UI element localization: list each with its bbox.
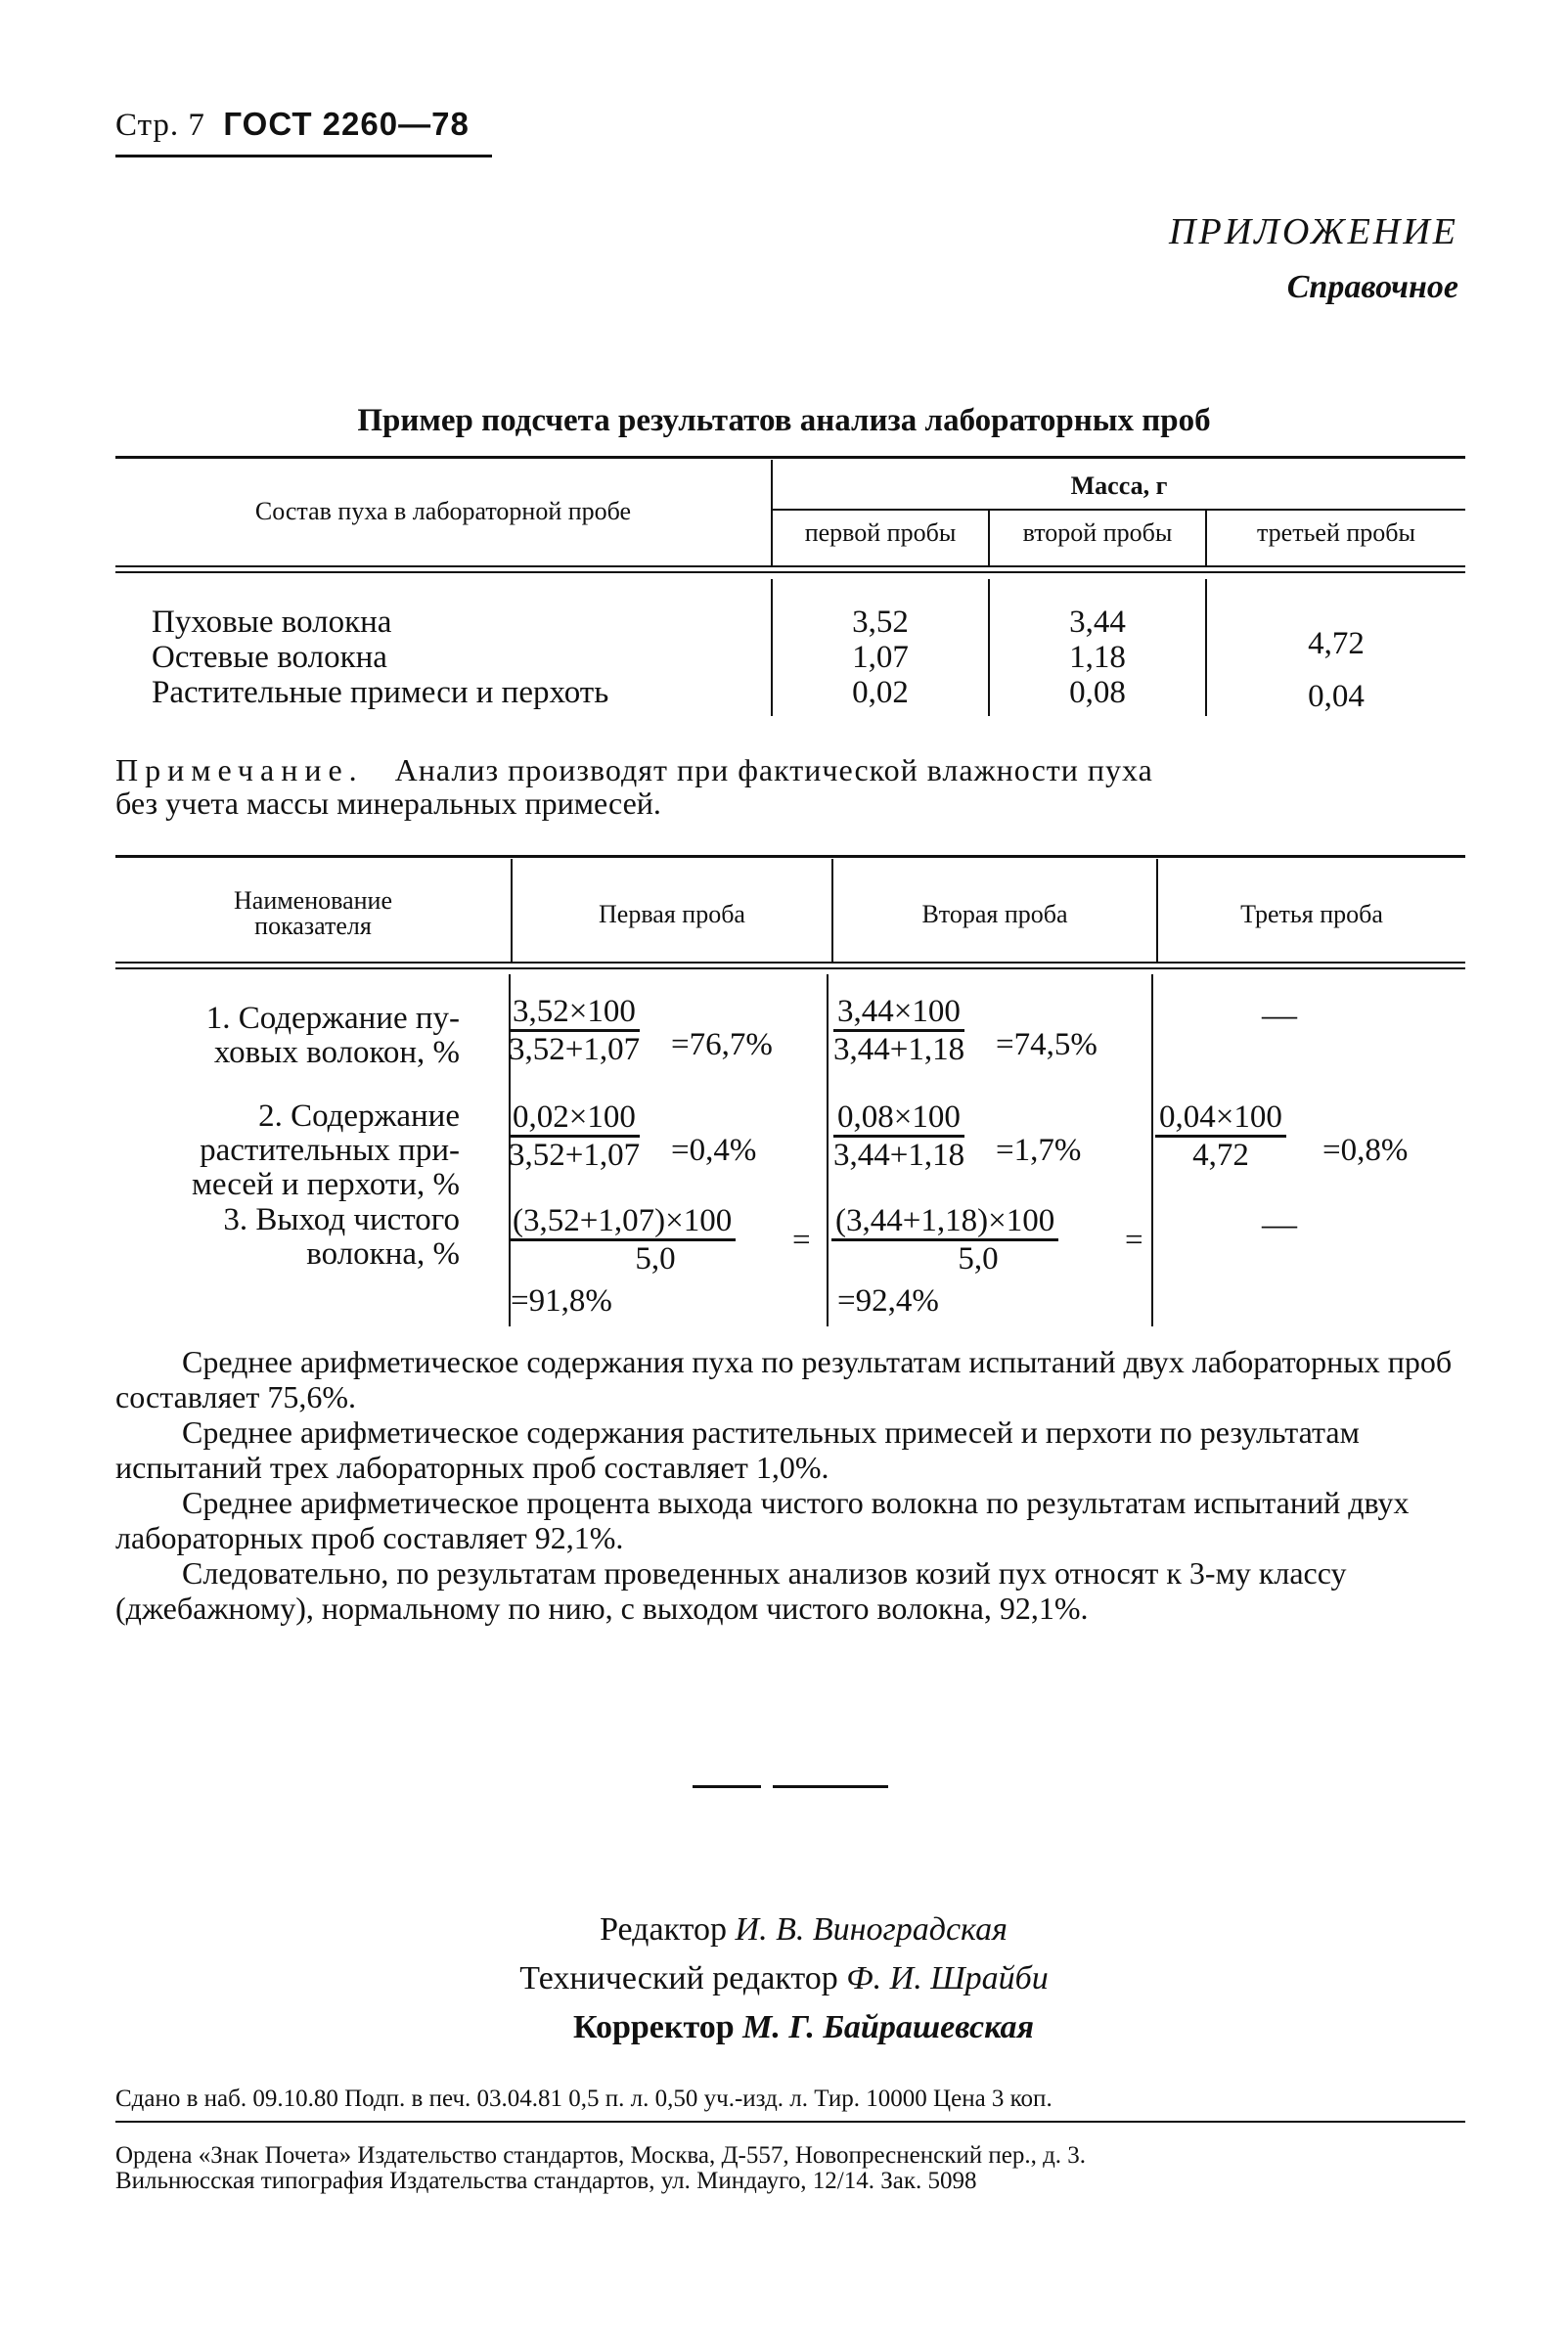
table2-row-label: 2. Содержание растительных при- месей и перхоти, % [191,1099,460,1202]
fraction-numerator: 0,04×100 [1155,1099,1286,1138]
footer-rule [115,2121,1465,2123]
table2-row-label: 1. Содержание пу- ховых волокон, % [205,1001,460,1070]
fraction-denominator: 3,44+1,18 [833,1032,965,1067]
table2-header-third: Третья проба [1240,900,1383,928]
table1-title: Пример подсчета результатов анализа лабораторных проб [357,403,1211,438]
table2-header-indicator: Наименование показателя [234,886,392,940]
fraction-numerator: 0,02×100 [509,1099,640,1138]
fraction-denominator: 5,0 [635,1241,676,1277]
fraction-denominator: 3,52+1,07 [509,1032,641,1067]
paragraph: Среднее арифметическое содержания растительных примесей и перхоти по результатам испытаний трех лабораторных проб составляет 1,0%. [115,1414,1360,1485]
fraction [1155,1099,1286,1173]
fraction [509,1099,640,1173]
gost-number: ГОСТ 2260—78 [223,106,470,142]
credit-name: М. Г. Байрашевская [742,2009,1034,2045]
fraction-numerator: 3,52×100 [509,994,640,1032]
fraction-result: =91,8% [511,1283,612,1319]
fraction-numerator: 3,44×100 [833,994,964,1032]
footer-imprint: Сдано в наб. 09.10.80 Подп. в печ. 03.04.81 0,5 п. л. 0,50 уч.-изд. л. Тир. 10000 Цена 3 коп. [115,2085,1053,2112]
fraction-denominator: 4,72 [1192,1138,1249,1173]
empty-dash: — [1262,995,1297,1034]
appendix-subtitle: Справочное [1286,269,1458,305]
table1-cell: 0,04 [1308,679,1365,714]
fraction-denominator: 3,52+1,07 [509,1138,641,1173]
table1-cell: 0,08 [1069,675,1126,710]
fraction-result: =0,4% [671,1133,757,1168]
table1-cell: 3,44 [1069,605,1126,640]
table2-top-rule [115,855,1465,858]
fraction-result: =76,7% [671,1027,773,1062]
fraction [509,1203,802,1277]
table1-cell: 1,07 [852,640,909,675]
credit-role: Корректор [573,2009,735,2045]
table2-header-first: Первая проба [599,900,745,928]
table2-body-divider [1151,974,1153,1326]
fraction-result: =74,5% [996,1027,1098,1062]
fraction-denominator: 3,44+1,18 [833,1138,965,1173]
credit-name: И. В. Виноградская [735,1911,1008,1948]
page-number: Стр. 7 [115,108,205,143]
note [115,753,1465,820]
fraction [509,994,640,1067]
fraction-result: =0,8% [1322,1133,1409,1168]
table1-top-rule [115,456,1465,459]
paragraph: Среднее арифметическое процента выхода чистого волокна по результатам испытаний двух лабораторных проб составляет 92,1%. [115,1485,1410,1555]
note-label: Примечание. [115,752,364,787]
table1-subcol-1: первой пробы [804,518,957,547]
table1-row-label: Пуховые волокна [152,605,392,640]
credit-corrector [0,2009,1568,2046]
appendix-title: ПРИЛОЖЕНИЕ [1169,211,1458,252]
fraction-numerator: 0,08×100 [833,1099,964,1138]
table1-row-label: Остевые волокна [152,640,387,675]
fraction [831,1203,1125,1277]
separator-right [773,1785,888,1788]
fraction [833,994,964,1067]
table2-header-rule-a [115,962,1465,964]
credit-editor [0,1911,1568,1949]
separator-left [693,1785,761,1788]
table1-cell: 1,18 [1069,640,1126,675]
note-line-2: без учета массы минеральных примесей. [115,785,661,821]
empty-dash: — [1262,1204,1297,1243]
credit-name: Ф. И. Шрайби [846,1960,1049,1996]
fraction-numerator: (3,52+1,07)×100 [509,1203,736,1241]
footer-publisher: Ордена «Знак Почета» Издательство стандартов, Москва, Д-557, Новопресненский пер., д. 3. [115,2142,1087,2169]
table1-header-rule-a [115,565,1465,567]
footer-printer: Вильнюсская типография Издательства стандартов, ул. Миндауго, 12/14. Зак. 5098 [115,2168,977,2194]
table1-cell: 0,02 [852,675,909,710]
fraction-numerator: (3,44+1,18)×100 [831,1203,1058,1241]
table1-col-label: Состав пуха в лабораторной пробе [254,497,632,525]
fraction-denominator: 5,0 [958,1241,999,1277]
credit-role: Редактор [600,1911,728,1948]
fraction-eq: = [1125,1223,1143,1258]
fraction-eq: = [792,1223,811,1258]
table2-body-divider [827,974,829,1326]
fraction-result: =92,4% [837,1283,939,1319]
note-line-1: Анализ производят при фактической влажности пуха [394,752,1153,787]
table2-header-second: Вторая проба [921,900,1068,928]
table1-header-rule-b [115,571,1465,573]
page-header [115,106,470,144]
appendix-block [1169,210,1458,306]
table1-cell-merged: 4,72 [1308,626,1365,661]
credit-tech [0,1960,1568,1997]
table2-header-rule-b [115,967,1465,969]
paragraph: Среднее арифметическое содержания пуха по результатам испытаний двух лабораторных проб составляет 75,6%. [115,1344,1453,1414]
table1-subcol-2: второй пробы [1022,518,1173,547]
credit-role: Технический редактор [519,1960,838,1996]
paragraph: Следовательно, по результатам проведенных анализов козий пух относят к 3-му классу (джебажному), нормальному по нию, с выходом чистого волокна, 92,1%. [115,1555,1347,1626]
table2-row-label: 3. Выход чистого волокна, % [223,1202,460,1272]
table1-cell: 3,52 [852,605,909,640]
header-rule [115,155,492,157]
table1-mass-label: Масса, г [1070,471,1168,500]
table1-mass-rule [773,509,1465,511]
fraction-result: =1,7% [996,1133,1082,1168]
table1-row-label: Растительные примеси и перхоть [152,675,609,710]
fraction [833,1099,964,1173]
table1-subcol-3: третьей пробы [1256,518,1415,547]
